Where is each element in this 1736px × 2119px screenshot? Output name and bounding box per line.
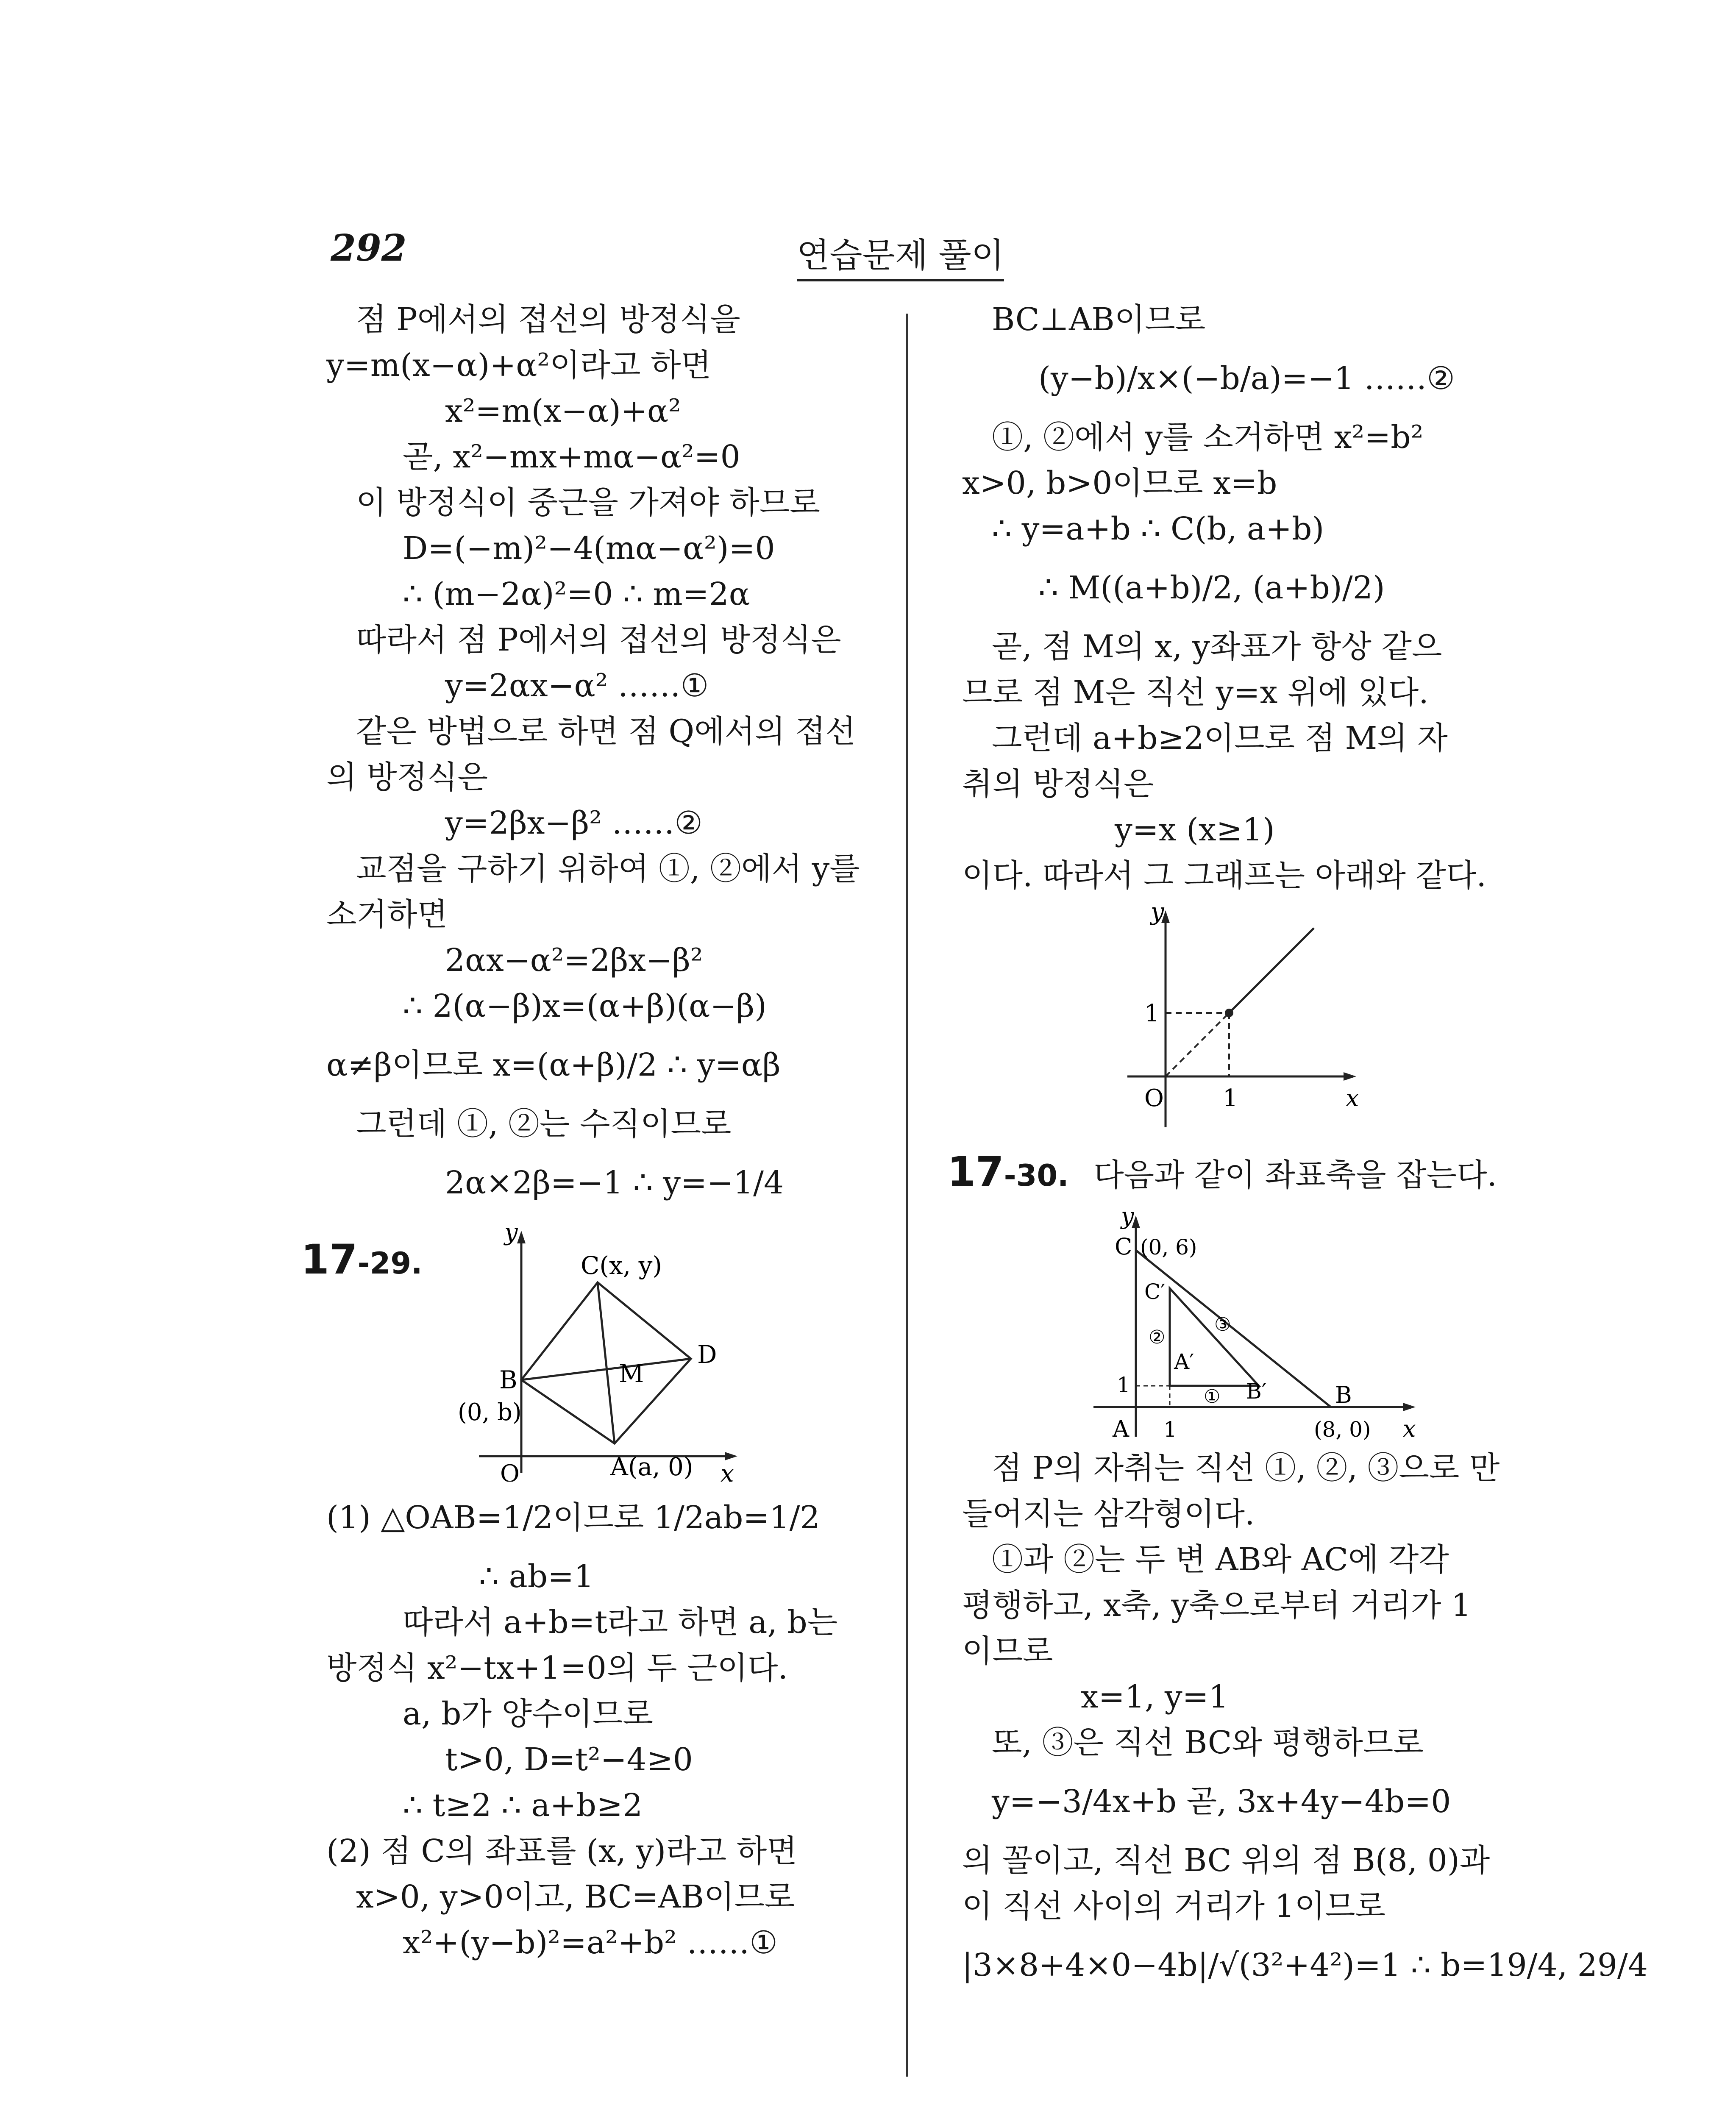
vertex-a-label: A(a, 0) — [610, 1452, 693, 1481]
text-line: 소거하면 — [326, 896, 448, 933]
equation-line: x²+(y−b)²=a²+b² ……① — [403, 1924, 778, 1961]
equation-line: t>0, D=t²−4≥0 — [445, 1741, 693, 1778]
y-axis-label: y — [1151, 898, 1164, 926]
text-line: 교점을 구하기 위하여 ①, ②에서 y를 — [356, 851, 860, 887]
midpoint-m-label: M — [619, 1359, 644, 1388]
triangle-figure-block — [962, 1208, 1513, 1445]
text-line: 점 P의 자취는 직선 ①, ②, ③으로 만 — [992, 1450, 1500, 1486]
vertex-b-label: B — [499, 1365, 517, 1394]
c-coordinate-label: (0, 6) — [1140, 1235, 1197, 1260]
text-line: a, b가 양수이므로 — [403, 1696, 653, 1732]
vertex-a-prime-label: A′ — [1174, 1349, 1194, 1374]
text-line: 따라서 a+b=t라고 하면 a, b는 — [403, 1604, 838, 1641]
text-line: 이 방정식이 중근을 가져야 하므로 — [356, 484, 820, 521]
problem-number: 17-30. — [947, 1148, 1069, 1196]
vertex-a-label: A — [1113, 1415, 1129, 1442]
text-line: x>0, y>0이고, BC=AB이므로 — [356, 1879, 795, 1915]
origin-label: O — [1144, 1085, 1164, 1112]
equation-line: 곧, x²−mx+mα−α²=0 — [403, 439, 740, 475]
text-line: 이다. 따라서 그 그래프는 아래와 같다. — [962, 857, 1486, 894]
vertex-d-label: D — [697, 1340, 717, 1369]
line-1-marker: ① — [1204, 1386, 1221, 1407]
column-divider — [906, 314, 908, 2077]
equation-line: ∴ ab=1 — [479, 1558, 594, 1595]
text-line: 방정식 x²−tx+1=0의 두 근이다. — [326, 1650, 788, 1686]
y-axis-label: y — [1121, 1208, 1134, 1229]
equation-line: ∴ (m−2α)²=0 ∴ m=2α — [403, 576, 750, 612]
problem-17-29 — [301, 1219, 886, 1482]
vertex-c-label: C — [1115, 1233, 1132, 1260]
text-line: 그런데 ①, ②는 수직이므로 — [356, 1106, 732, 1142]
text-line: 그런데 a+b≥2이므로 점 M의 자 — [992, 720, 1448, 756]
equation-line: x>0, b>0이므로 x=b — [962, 465, 1277, 501]
locus-graph — [1110, 898, 1407, 1136]
quadrilateral-figure — [453, 1219, 835, 1482]
problem-number: 17-29. — [301, 1236, 423, 1283]
intro-text: 다음과 같이 좌표축을 잡는다. — [1093, 1157, 1497, 1193]
equation-line: y=x (x≥1) — [1115, 812, 1275, 848]
text-line: ①, ②에서 y를 소거하면 x²=b² — [992, 419, 1424, 456]
line-3-marker: ③ — [1214, 1314, 1231, 1335]
text-line: 이 직선 사이의 거리가 1이므로 — [962, 1888, 1385, 1924]
text-line: 따라서 점 P에서의 접선의 방정식은 — [356, 622, 841, 658]
equation-line: y=2αx−α² ……① — [445, 667, 709, 704]
page-header — [0, 0, 1736, 297]
b-coordinate-label: (8, 0) — [1314, 1417, 1371, 1442]
text-line: ①과 ②는 두 변 AB와 AC에 각각 — [992, 1541, 1449, 1578]
text-line: 이므로 — [962, 1633, 1053, 1669]
equation-line: α≠β이므로 x=(α+β)/2 ∴ y=αβ — [326, 1047, 781, 1083]
y-tick-label: 1 — [1144, 1000, 1160, 1027]
equation-line: (y−b)/x×(−b/a)=−1 ……② — [1038, 360, 1455, 397]
equation-line: x=1, y=1 — [1081, 1679, 1229, 1715]
equation-line: 2αx−α²=2βx−β² — [445, 942, 703, 979]
text-line: 의 꼴이고, 직선 BC 위의 점 B(8, 0)과 — [962, 1842, 1490, 1879]
page-number: 292 — [331, 227, 407, 270]
x-one-label: 1 — [1163, 1417, 1177, 1442]
problem-17-30-header — [947, 1136, 1513, 1208]
x-tick-label: 1 — [1223, 1085, 1238, 1112]
locus-graph-block — [962, 898, 1513, 1136]
triangle-figure — [1077, 1208, 1458, 1445]
right-column — [947, 297, 1648, 2001]
origin-label: O — [500, 1460, 520, 1482]
x-axis-label: x — [721, 1460, 734, 1482]
vertex-c-label: C(x, y) — [581, 1251, 662, 1280]
line-2-marker: ② — [1149, 1326, 1166, 1348]
vertex-c-prime-label: C′ — [1144, 1279, 1166, 1304]
equation-line: y=2βx−β² ……② — [445, 805, 703, 841]
text-line: y=m(x−α)+α²이라고 하면 — [326, 347, 712, 384]
equation-line: ∴ t≥2 ∴ a+b≥2 — [403, 1787, 643, 1824]
equation-line: 2α×2β=−1 ∴ y=−1/4 — [445, 1165, 784, 1201]
equation-line: ∴ 2(α−β)x=(α+β)(α−β) — [403, 988, 767, 1024]
vertex-b-label: B — [1335, 1382, 1352, 1408]
equation-line: ∴ M((a+b)/2, (a+b)/2) — [1038, 570, 1385, 606]
equation-line: |3×8+4×0−4b|/√(3²+4²)=1 ∴ b=19/4, 29/4 — [962, 1947, 1648, 1983]
vertex-b-prime-label: B′ — [1246, 1379, 1267, 1404]
text-line: BC⊥AB이므로 — [992, 301, 1206, 338]
page-title: 연습문제 풀이 — [797, 228, 1004, 281]
y-one-label: 1 — [1117, 1373, 1130, 1397]
b-coordinate-label: (0, b) — [458, 1399, 522, 1426]
text-line: (2) 점 C의 좌표를 (x, y)라고 하면 — [326, 1833, 797, 1869]
text-line: 므로 점 M은 직선 y=x 위에 있다. — [962, 674, 1429, 711]
equation-line: D=(−m)²−4(mα−α²)=0 — [403, 530, 775, 567]
equation-line: (1) △OAB=1/2이므로 1/2ab=1/2 — [326, 1499, 820, 1536]
equation-line: ∴ y=a+b ∴ C(b, a+b) — [992, 511, 1324, 547]
text-line: 곧, 점 M의 x, y좌표가 항상 같으 — [992, 628, 1442, 665]
equation-line: x²=m(x−α)+α² — [445, 393, 681, 429]
left-column — [301, 297, 886, 1966]
text-line: 또, ③은 직선 BC와 평행하므로 — [992, 1724, 1424, 1761]
text-line: 들어지는 삼각형이다. — [962, 1496, 1255, 1532]
y-axis-label: y — [504, 1219, 518, 1246]
text-line: 의 방정식은 — [326, 759, 488, 795]
text-line: 평행하고, x축, y축으로부터 거리가 1 — [962, 1587, 1472, 1624]
text-line: 취의 방정식은 — [962, 766, 1154, 802]
equation-line: y=−3/4x+b 곧, 3x+4y−4b=0 — [992, 1783, 1451, 1820]
x-axis-label: x — [1346, 1085, 1359, 1112]
text-line: 점 P에서의 접선의 방정식을 — [356, 301, 740, 338]
text-line: 같은 방법으로 하면 점 Q에서의 접선 — [356, 713, 856, 750]
x-axis-label: x — [1403, 1415, 1416, 1442]
